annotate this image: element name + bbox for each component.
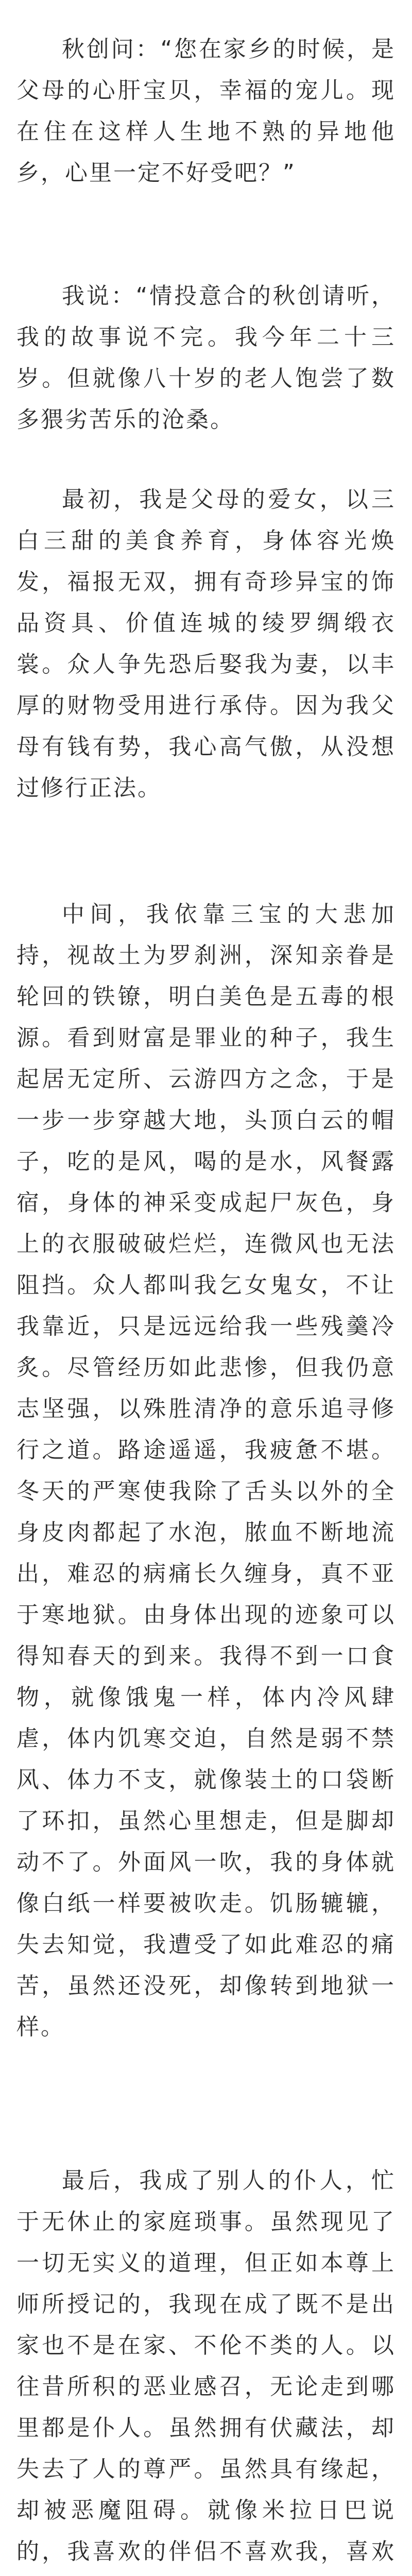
paragraph-end: 最后，我成了别人的仆人，忙于无休止的家庭琐事。虽然现见了一切无实义的道理，但正如本尊上师所授记的，我现在成了既不是出家也不是在家、不伦不类的人。以往昔所积的恶业感召，无论走到哪里都是仆人。虽然拥有伏藏法，却失去了人的尊严。虽然具有缘起，却被恶魔阻碍。就像米拉日巴说的，我喜欢的伴侣不喜欢我，喜欢 — [16, 2167, 396, 2565]
paragraph-middle: 中间，我依靠三宝的大悲加持，视故土为罗刹洲，深知亲眷是轮回的铁镣，明白美色是五毒的根源。看到财富是罪业的种子，我生起居无定所、云游四方之念，于是一步一步穿越大地，头顶白云的帽子，吃的是风，喝的是水，风餐露宿，身体的神采变成起尸灰色，身上的衣服破破烂烂，连微风也无法阻挡。众人都叫我乞女鬼女，不让我靠近，只是远远给我一些残羹冷炙。尽管经历如此悲惨，但我仍意志坚强，以殊胜清净的意乐追寻修行之道。路途遥遥，我疲惫不堪。冬天的严寒使我除了舌头以外的全身皮肉都起了水泡，脓血不断地流出，难忍的病痛长久缠身，真不亚于寒地狱。由身体出现的迹象可以得知春天的到来。我得不到一口食物，就像饿鬼一样，体内冷风肆虐，体内饥寒交迫，自然是弱不禁风、体力不支，就像装土的口袋断了环扣，虽然心里想走，但是脚却动不了。外面风一吹，我的身体就像白纸一样要被吹走。饥肠辘辘，失去知觉，我遭受了如此难忍的痛苦，虽然还没死，却像转到地狱一样。 — [16, 901, 396, 2040]
paragraph-question: 秋创问：“您在家乡的时候，是父母的心肝宝贝，幸福的宠儿。现在住在这样人生地不熟的异地他乡，心里一定不好受吧？” — [16, 36, 396, 186]
paragraph-beginning: 最初，我是父母的爱女，以三白三甜的美食养育，身体容光焕发，福报无双，拥有奇珍异宝的饰品资具、价值连城的绫罗绸缎衣裳。众人争先恐后娶我为妻，以丰厚的财物受用进行承侍。因为我父母有钱有势，我心高气傲，从没想过修行正法。 — [16, 486, 396, 801]
paragraph-reply-intro: 我说：“情投意合的秋创请听，我的故事说不完。我今年二十三岁。但就像八十岁的老人饱尝了数多猥劣苦乐的沧桑。 — [16, 283, 396, 433]
